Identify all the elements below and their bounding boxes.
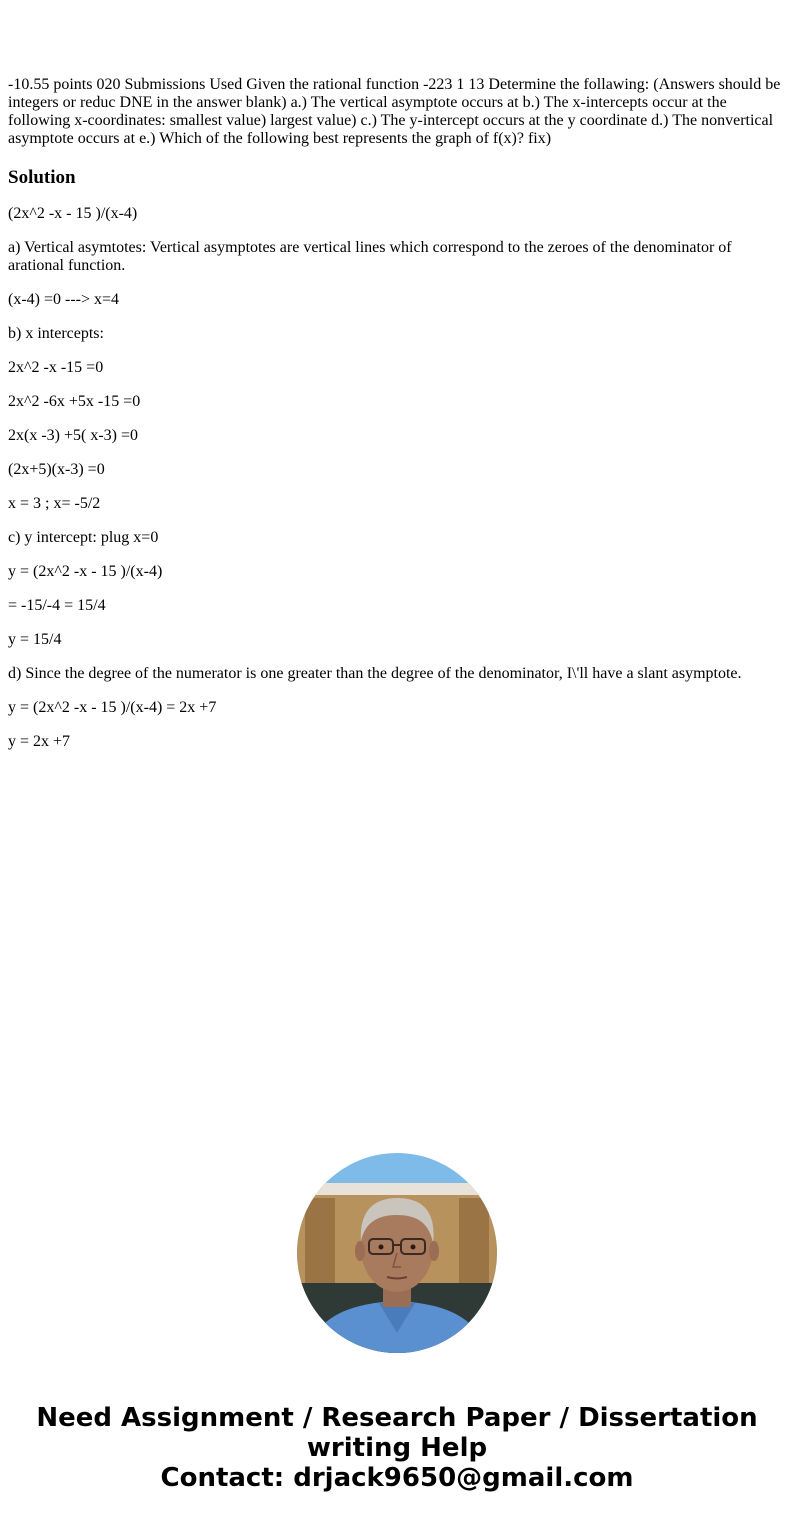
footer-line-2: writing Help [306, 1433, 488, 1463]
solution-step: y = 2x +7 [8, 733, 71, 750]
solution-step: = -15/-4 = 15/4 [8, 597, 106, 614]
footer-line-1: Need Assignment / Research Paper / Dissertation [36, 1403, 758, 1433]
solution-step: 2x^2 -6x +5x -15 =0 [8, 393, 141, 410]
author-avatar [297, 1153, 497, 1353]
solution-heading: Solution [8, 167, 76, 188]
solution-step: d) Since the degree of the numerator is one greater than the degree of the denominator, I\'ll have a slant asymptote. [8, 665, 742, 682]
solution-step: y = (2x^2 -x - 15 )/(x-4) [8, 563, 163, 580]
solution-step: x = 3 ; x= -5/2 [8, 495, 101, 512]
avatar-ear [429, 1241, 439, 1261]
question-text: -10.55 points 020 Submissions Used Given the rational function -223 1 13 Determine the follawing: (Answers should be integers or reduc DNE in the answer blank) a.) The vertical asymptote occurs at b.) The x-intercepts occur at the following x-coordinates: smallest value) largest value) c.) The y-intercept occurs at the y coordinate d.) The nonvertical asymptote occurs at e.) Which of the following best represents the graph of f(x)? fix) [8, 76, 781, 147]
footer-contact: Contact: drjack9650@gmail.com [160, 1463, 634, 1493]
avatar-ear [355, 1241, 365, 1261]
author-photo [297, 1153, 497, 1353]
solution-step: y = 15/4 [8, 631, 62, 648]
avatar-backdrop-trim [297, 1183, 497, 1195]
solution-step: (2x+5)(x-3) =0 [8, 461, 105, 478]
solution-step: (2x^2 -x - 15 )/(x-4) [8, 205, 138, 222]
solution-steps [8, 205, 786, 751]
solution-document [8, 76, 786, 767]
avatar-backdrop-panel [305, 1198, 335, 1288]
solution-step: 2x(x -3) +5( x-3) =0 [8, 427, 139, 444]
contact-footer [0, 1403, 794, 1493]
solution-step: c) y intercept: plug x=0 [8, 529, 159, 546]
solution-step: a) Vertical asymtotes: Vertical asymptotes are vertical lines which correspond to the zeroes of the denominator of arational function. [8, 239, 732, 274]
solution-step: y = (2x^2 -x - 15 )/(x-4) = 2x +7 [8, 699, 217, 716]
solution-step: (x-4) =0 ---> x=4 [8, 291, 120, 308]
avatar-backdrop-panel [459, 1198, 489, 1288]
solution-step: b) x intercepts: [8, 325, 104, 342]
avatar-eye [411, 1245, 416, 1250]
avatar-eye [379, 1245, 384, 1250]
solution-step: 2x^2 -x -15 =0 [8, 359, 104, 376]
